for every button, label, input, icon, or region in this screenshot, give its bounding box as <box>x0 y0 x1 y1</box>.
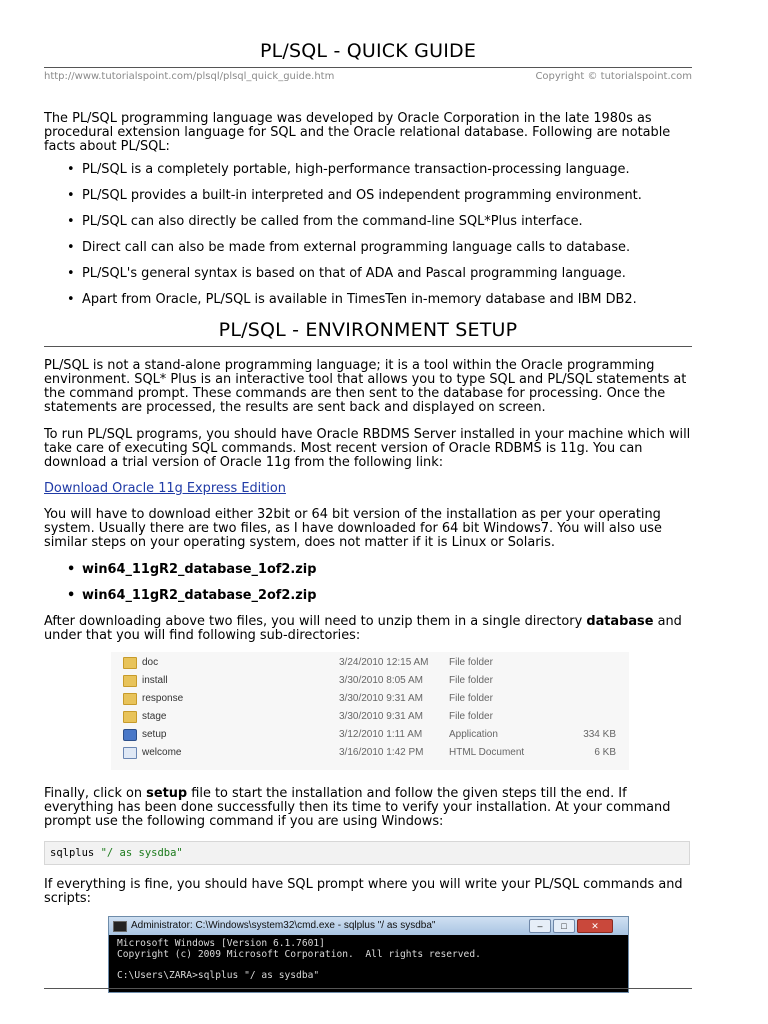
file-date: 3/24/2010 12:15 AM <box>339 657 429 668</box>
file-date: 3/12/2010 1:11 AM <box>339 729 423 740</box>
download-files-list <box>44 563 692 603</box>
list-item: • Apart from Oracle, PL/SQL is available in TimesTen in-memory database and IBM DB2. <box>82 293 692 307</box>
code-command: sqlplus <box>50 847 101 859</box>
file-size: 334 KB <box>583 729 616 740</box>
file-name: setup <box>142 729 167 740</box>
file-row <box>111 673 629 690</box>
terminal-line: Copyright (c) 2009 Microsoft Corporation. All rights reserved. <box>117 948 481 960</box>
folder-icon <box>123 711 137 723</box>
environment-paragraph-2: To run PL/SQL programs, you should have Oracle RBDMS Server installed in your machine which will take care of executing SQL commands. Most recent version of Oracle RDBMS is 11g. You can download a trial version of Oracle 11g from the following link: <box>44 427 691 470</box>
minimize-icon: – <box>529 919 551 933</box>
download-oracle-link[interactable]: Download Oracle 11g Express Edition <box>44 481 286 496</box>
source-url[interactable]: http://www.tutorialspoint.com/plsql/plsql_quick_guide.htm <box>44 71 335 82</box>
facts-list <box>44 163 692 307</box>
list-item: • Direct call can also be made from external programming language calls to database. <box>82 241 692 255</box>
folder-icon <box>123 693 137 705</box>
file-date: 3/30/2010 9:31 AM <box>339 711 423 722</box>
file-size: 6 KB <box>594 747 616 758</box>
code-block <box>44 841 690 865</box>
file-type: File folder <box>449 711 493 722</box>
window-titlebar <box>109 917 628 935</box>
page-bottom-rule <box>44 988 692 989</box>
cmd-window-icon <box>113 921 127 932</box>
environment-paragraph-3: You will have to download either 32bit or 64 bit version of the installation as per your operating system. Usually there are two files, as I have downloaded for 64 bit Windows7. You will also use similar steps on your operating system, does not matter if it is Linux or Solaris. <box>44 507 662 550</box>
environment-paragraph-5 <box>44 787 692 829</box>
document-page <box>44 0 692 906</box>
intro-paragraph: The PL/SQL programming language was developed by Oracle Corporation in the late 1980s as procedural extension language for SQL and the Oracle relational database. Following are notable facts about PL/SQL: <box>44 111 671 154</box>
html-document-icon <box>123 747 137 759</box>
window-title: Administrator: C:\Windows\system32\cmd.exe - sqlplus "/ as sysdba" <box>131 920 436 931</box>
text-run: file to start the installation and follow the given steps till the end. If everything has been done successfully then its time to verify your installation. At your command prompt use the following command if you are using Windows: <box>44 786 671 829</box>
file-type: File folder <box>449 675 493 686</box>
list-item: • win64_11gR2_database_2of2.zip <box>82 589 692 603</box>
file-date: 3/30/2010 9:31 AM <box>339 693 423 704</box>
file-type: File folder <box>449 693 493 704</box>
text-run: After downloading above two files, you will need to unzip them in a single directory <box>44 614 587 629</box>
file-name: welcome <box>142 747 182 758</box>
file-type: HTML Document <box>449 747 525 758</box>
environment-paragraph-6: If everything is fine, you should have SQL prompt where you will write your PL/SQL commands and scripts: <box>44 877 683 906</box>
section-title-environment: PL/SQL - ENVIRONMENT SETUP <box>218 319 518 341</box>
folder-icon <box>123 657 137 669</box>
file-type: File folder <box>449 657 493 668</box>
folder-icon <box>123 675 137 687</box>
source-header <box>44 71 692 83</box>
directory-listing-screenshot <box>111 652 629 770</box>
bold-term-setup: setup <box>146 786 188 801</box>
file-name: doc <box>142 657 159 668</box>
file-row <box>111 709 629 726</box>
file-type: Application <box>449 729 498 740</box>
terminal-line: C:\Users\ZARA>sqlplus "/ as sysdba" <box>117 969 320 981</box>
environment-paragraph-4 <box>44 615 692 643</box>
command-prompt-screenshot <box>108 916 629 993</box>
text-run: Finally, click on <box>44 786 147 801</box>
list-item: • PL/SQL provides a built-in interpreted and OS independent programming environment. <box>82 189 692 203</box>
close-icon: ✕ <box>577 919 613 933</box>
terminal-output <box>109 935 628 981</box>
list-item: • win64_11gR2_database_1of2.zip <box>82 563 692 577</box>
page-title: PL/SQL - QUICK GUIDE <box>259 40 477 62</box>
file-row <box>111 691 629 708</box>
environment-paragraph-1: PL/SQL is not a stand-alone programming language; it is a tool within the Oracle programming environment. SQL* Plus is an interactive tool that allows you to type SQL and PL/SQL statements at the command prompt. These commands are then sent to the database for processing. Once the statements are processed, the results are sent back and displayed on screen. <box>44 358 687 415</box>
file-name: stage <box>142 711 167 722</box>
file-name: response <box>142 693 184 704</box>
file-row <box>111 727 629 744</box>
code-string: "/ as sysdba" <box>100 847 183 859</box>
file-date: 3/30/2010 8:05 AM <box>339 675 423 686</box>
application-icon <box>123 729 137 741</box>
file-date: 3/16/2010 1:42 PM <box>339 747 424 758</box>
list-item: • PL/SQL can also directly be called from the command-line SQL*Plus interface. <box>82 215 692 229</box>
title-divider <box>44 67 692 68</box>
file-row <box>111 655 629 672</box>
file-row <box>111 745 629 762</box>
list-item: • PL/SQL's general syntax is based on that of ADA and Pascal programming language. <box>82 267 692 281</box>
terminal-line: Microsoft Windows [Version 6.1.7601] <box>117 938 325 949</box>
text-run: and under that you will find following sub-directories: <box>44 614 682 643</box>
maximize-icon: □ <box>553 919 575 933</box>
section-divider <box>44 346 692 347</box>
list-item: • PL/SQL is a completely portable, high-performance transaction-processing language. <box>82 163 692 177</box>
copyright-notice: Copyright © tutorialspoint.com <box>535 71 692 82</box>
file-name: install <box>142 675 168 686</box>
terminal-line <box>117 960 628 971</box>
bold-term-database: database <box>586 614 654 629</box>
